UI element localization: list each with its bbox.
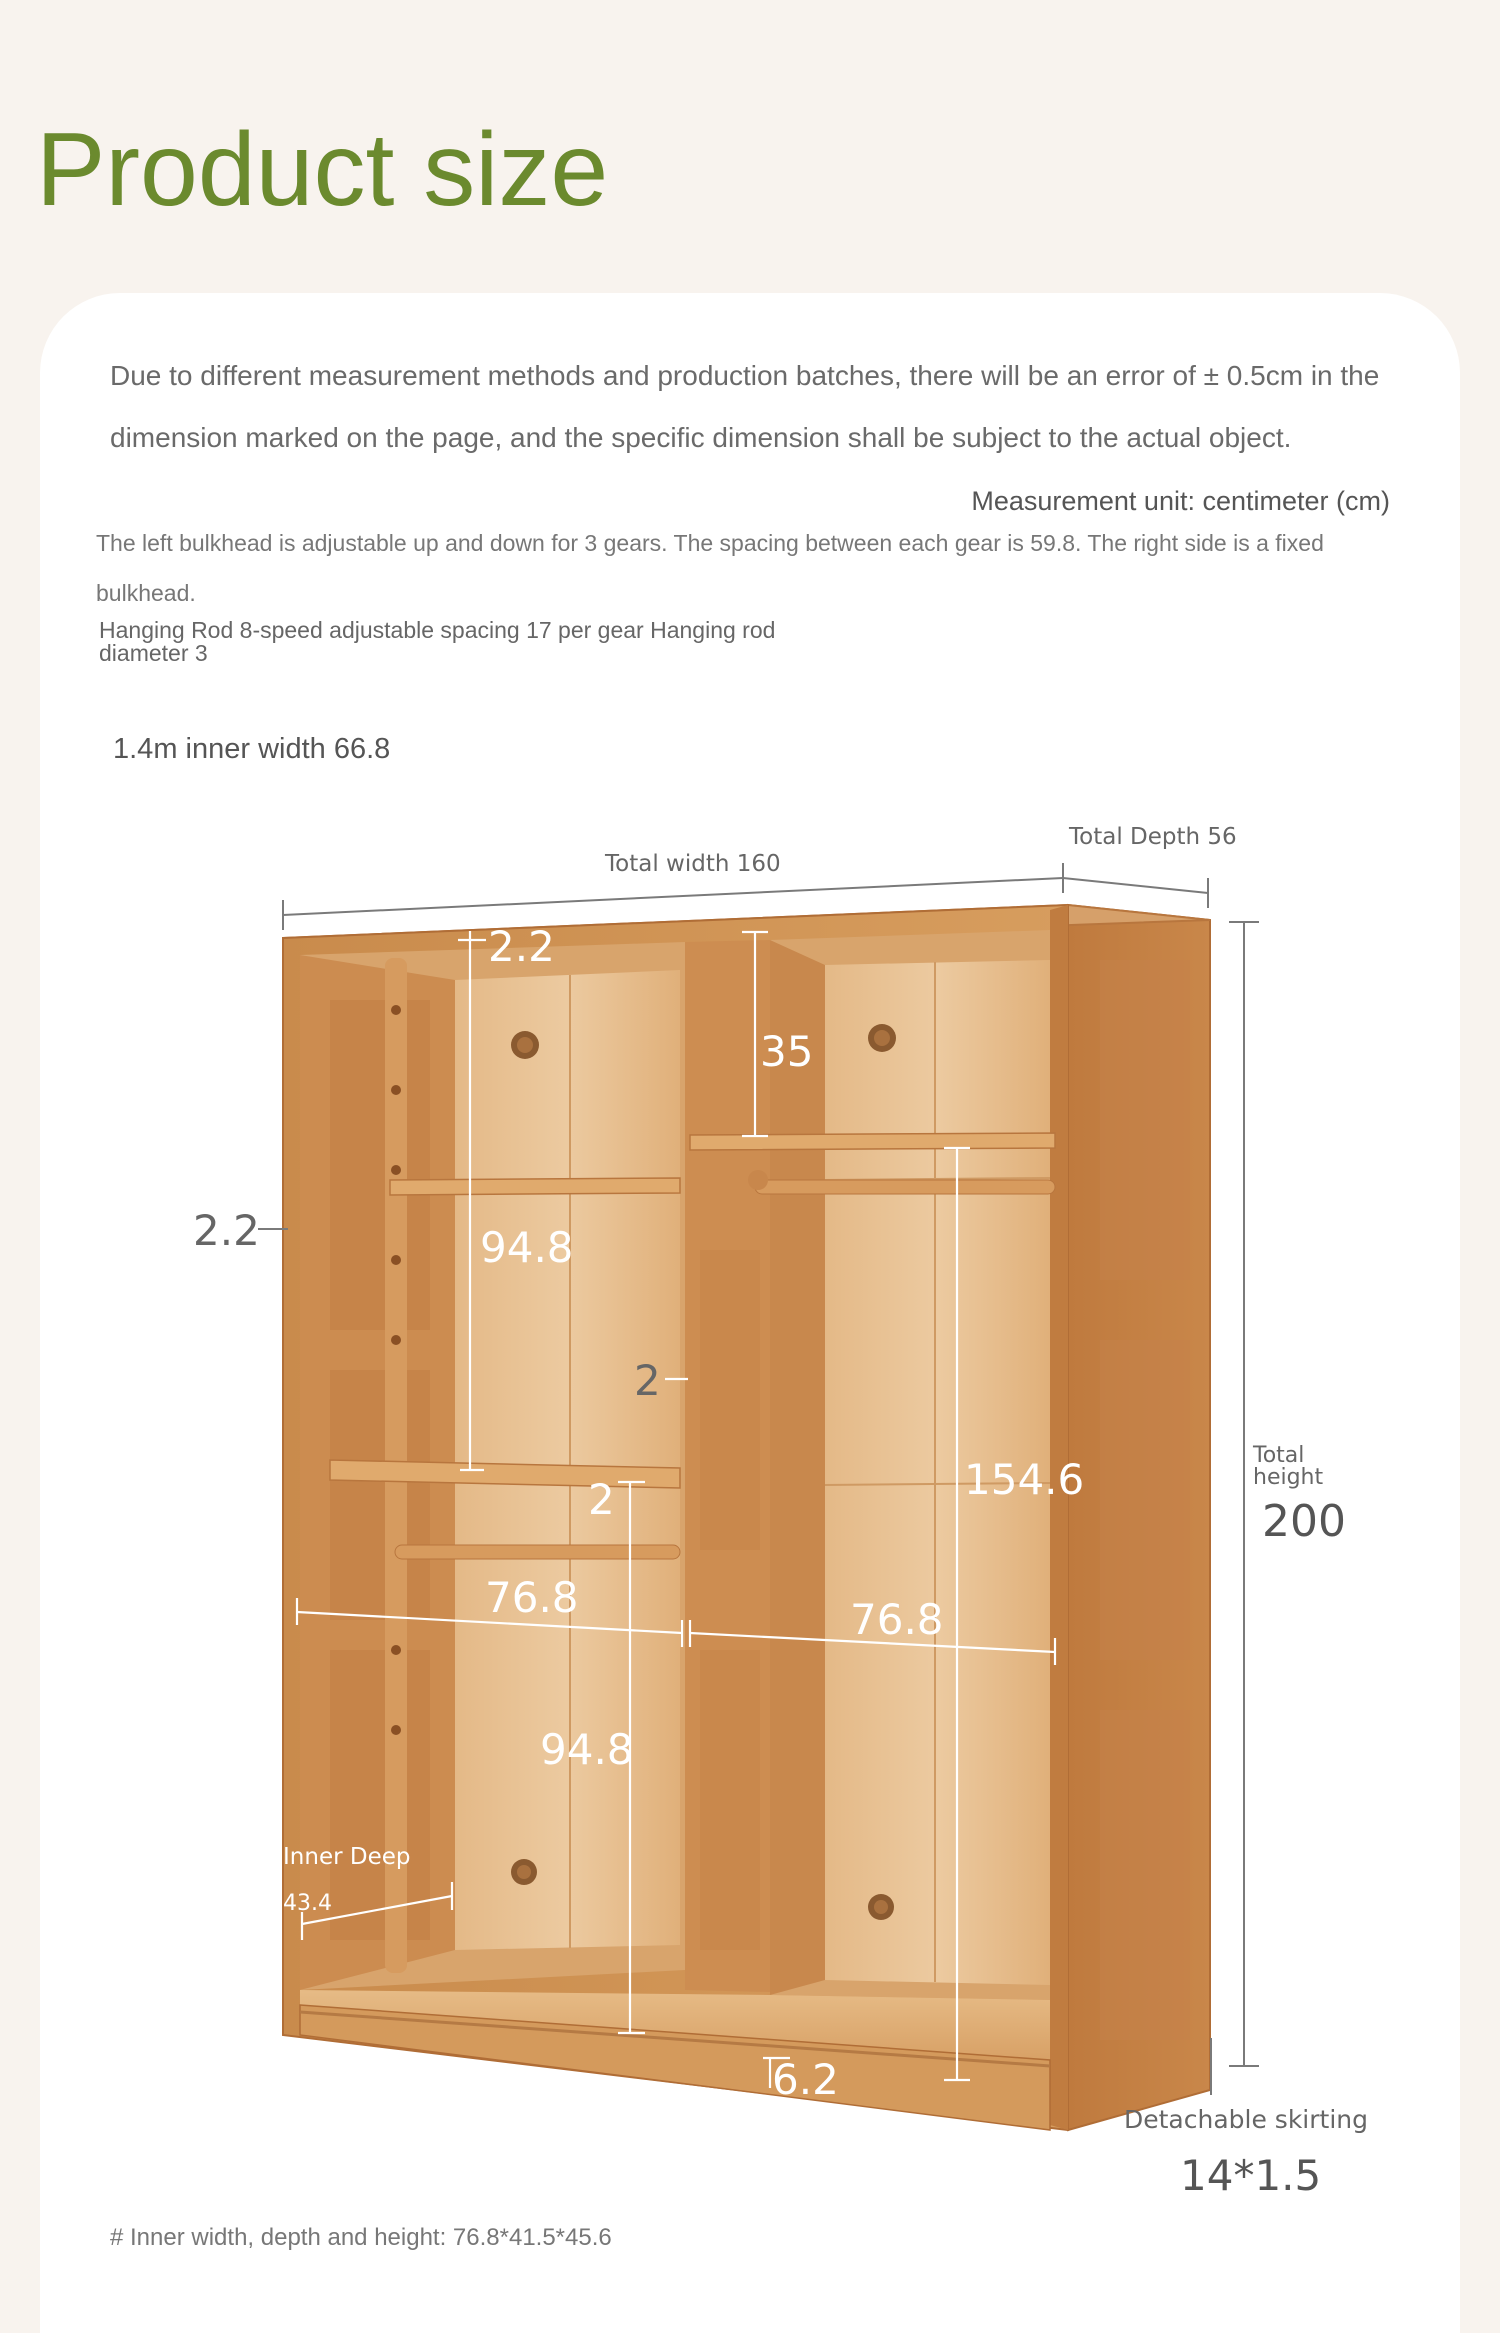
side-thickness-label: 2.2 <box>193 1206 260 1255</box>
inner-deep-label: Inner Deep <box>283 1844 411 1870</box>
total-height-value: 200 <box>1262 1496 1346 1547</box>
skirting-value: 14*1.5 <box>1180 2151 1322 2200</box>
left-inner-side-inset <box>330 1650 430 1940</box>
left-inner-side-inset <box>330 1370 430 1620</box>
right-hanging-height-label: 154.6 <box>964 1455 1085 1504</box>
right-frame-post <box>1050 905 1068 2130</box>
measurement-unit: Measurement unit: centimeter (cm) <box>971 486 1390 516</box>
left-width-label: 76.8 <box>485 1573 579 1622</box>
total-height-label-1: Total <box>1253 1443 1305 1468</box>
skirting-height-label: 6.2 <box>772 2055 839 2104</box>
page-title: Product size <box>36 112 609 228</box>
total-width-label: Total width 160 <box>605 851 781 877</box>
measurement-notice: Due to different measurement methods and production batches, there will be an error of ± 0.5cm in the dimension marked on the page, and the specific dimension shall be subject to the actual object. <box>110 360 1380 453</box>
shelf-label: 2 <box>588 1475 615 1524</box>
bulkhead-note: The left bulkhead is adjustable up and down for 3 gears. The spacing between each gear is 59.8. The right side is a fixed bulkhead. <box>96 530 1324 606</box>
inner-width-label: 1.4m inner width 66.8 <box>113 733 391 765</box>
left-upper-shelf <box>390 1178 680 1195</box>
divider-label: 2 <box>634 1356 661 1405</box>
footnote: # Inner width, depth and height: 76.8*41.5*45.6 <box>110 2224 612 2251</box>
lower-left-height-label: 94.8 <box>540 1725 634 1774</box>
left-hanging-rod <box>395 1545 680 1559</box>
upper-left-height-label: 94.8 <box>480 1223 574 1272</box>
total-height-label-2: height <box>1253 1465 1324 1490</box>
skirting-label: Detachable skirting <box>1124 2105 1368 2134</box>
inner-deep-value: 43.4 <box>283 1891 332 1916</box>
side-panel-inset <box>1100 1710 1190 2040</box>
left-inner-side-inset <box>330 1000 430 1330</box>
side-panel-inset <box>1100 1340 1190 1660</box>
right-inner-side <box>770 940 825 1995</box>
total-depth-label: Total Depth 56 <box>1069 824 1237 850</box>
left-back-board <box>455 970 680 1950</box>
top-compartment-label: 35 <box>760 1027 814 1076</box>
right-width-label: 76.8 <box>850 1595 944 1644</box>
side-panel-inset <box>1100 960 1190 1280</box>
top-thickness-label: 2.2 <box>488 922 555 971</box>
right-hanging-rod <box>755 1180 1055 1194</box>
hanging-rod-note: Hanging Rod 8-speed adjustable spacing 17 per gear Hanging rod diameter 3 <box>99 617 776 666</box>
